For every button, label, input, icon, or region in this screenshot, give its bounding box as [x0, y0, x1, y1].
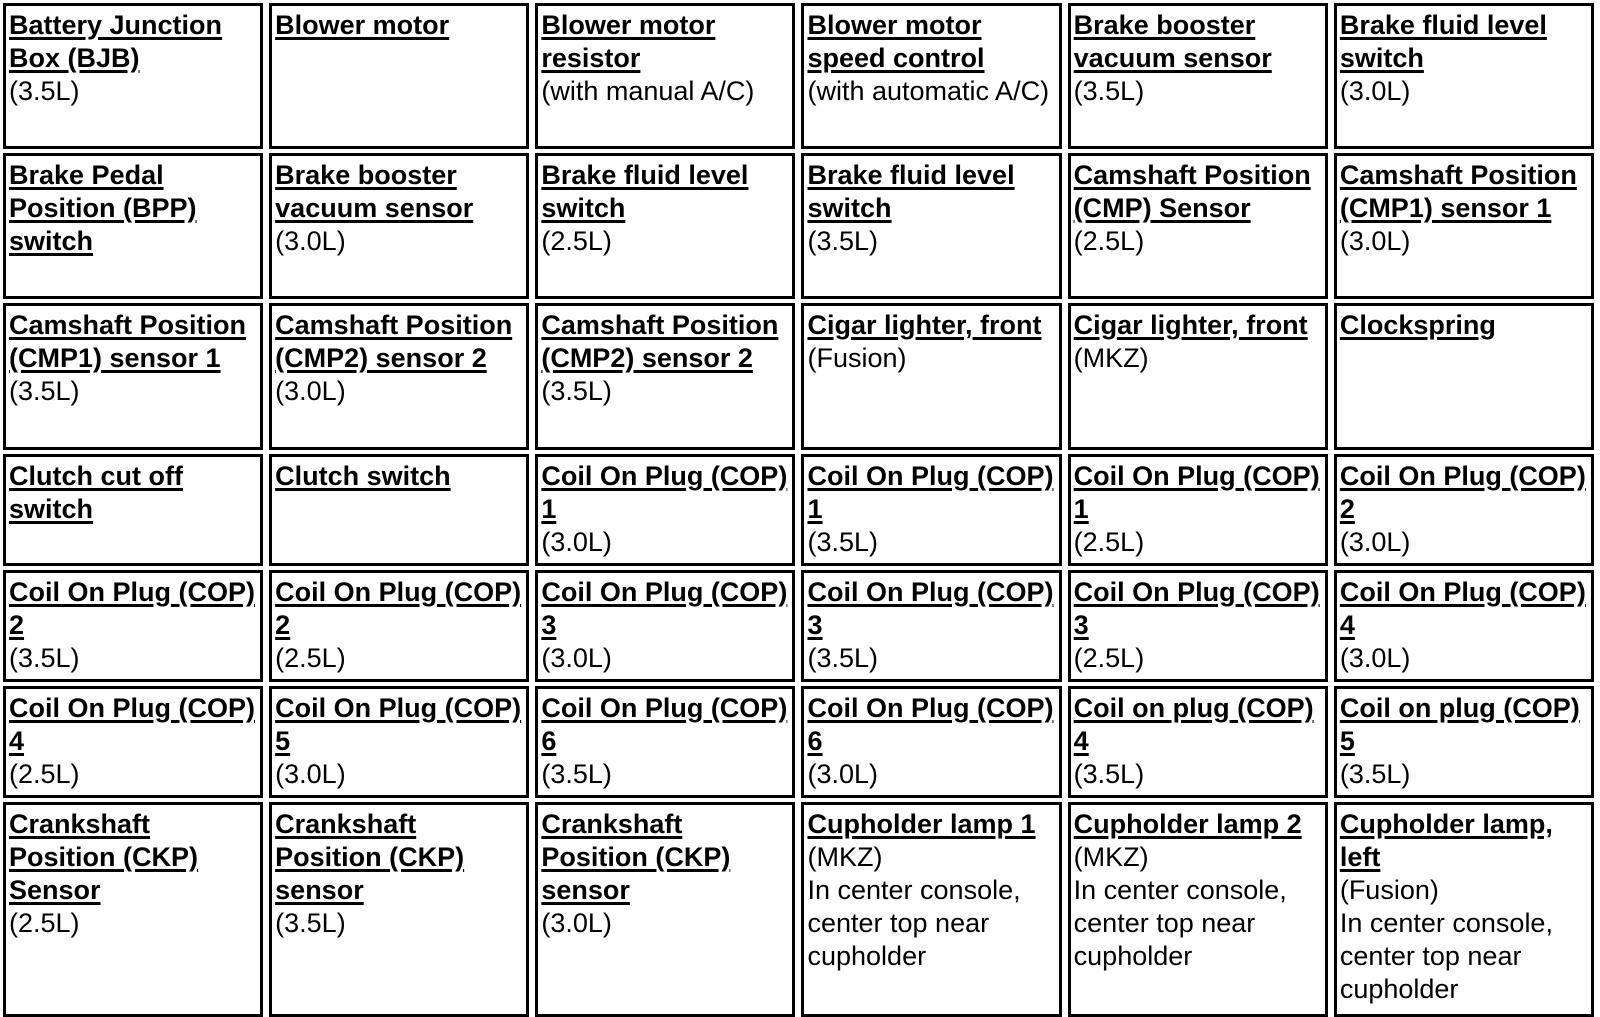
component-note: (3.0L) [541, 908, 612, 938]
table-cell [801, 802, 1061, 1017]
table-cell [1068, 153, 1328, 299]
component-link[interactable]: Camshaft Position (CMP1) sensor 1 [1339, 160, 1577, 223]
component-link[interactable]: Coil On Plug (COP) 4 [1339, 577, 1586, 640]
table-cell [801, 3, 1061, 149]
table-cell [1068, 802, 1328, 1017]
table-cell [1334, 570, 1594, 682]
component-link[interactable]: Brake booster vacuum sensor [1073, 10, 1272, 73]
table-cell [269, 153, 529, 299]
component-note: (2.5L) [541, 226, 612, 256]
component-link[interactable]: Cigar lighter, front [1073, 310, 1308, 340]
table-cell [1334, 303, 1594, 450]
table-cell [801, 454, 1061, 566]
component-link[interactable]: Cupholder lamp 1 [807, 809, 1036, 839]
component-link[interactable]: Brake Pedal Position (BPP) switch [9, 160, 197, 256]
component-link[interactable]: Camshaft Position (CMP1) sensor 1 [9, 310, 247, 373]
component-note: (3.5L) [1073, 76, 1145, 106]
component-note: (2.5L) [275, 643, 346, 673]
component-note: (3.0L) [1339, 643, 1411, 673]
table-cell [801, 303, 1061, 450]
component-link[interactable]: Camshaft Position (CMP2) sensor 2 [275, 310, 513, 373]
table-cell [1334, 153, 1594, 299]
component-link[interactable]: Crankshaft Position (CKP) sensor [275, 809, 465, 905]
component-link[interactable]: Coil on plug (COP) 5 [1339, 693, 1580, 756]
component-link[interactable]: Cigar lighter, front [807, 310, 1042, 340]
table-cell [269, 802, 529, 1017]
component-note: (3.0L) [275, 759, 346, 789]
component-link[interactable]: Coil On Plug (COP) 6 [541, 693, 788, 756]
component-note: (3.5L) [541, 376, 612, 406]
component-note: (3.0L) [807, 759, 879, 789]
table-cell [1334, 802, 1594, 1017]
component-link[interactable]: Clutch cut off switch [9, 461, 183, 524]
component-link[interactable]: Coil On Plug (COP) 3 [807, 577, 1054, 640]
table-cell [1334, 454, 1594, 566]
component-link[interactable]: Coil On Plug (COP) 3 [1073, 577, 1320, 640]
table-cell [1068, 570, 1328, 682]
component-link[interactable]: Crankshaft Position (CKP) Sensor [9, 809, 198, 905]
table-cell [269, 570, 529, 682]
table-cell [3, 303, 263, 450]
component-note: (3.0L) [1339, 527, 1411, 557]
component-link[interactable]: Brake fluid level switch [807, 160, 1015, 223]
component-link[interactable]: Camshaft Position (CMP2) sensor 2 [541, 310, 779, 373]
component-link[interactable]: Coil On Plug (COP) 2 [1339, 461, 1586, 524]
component-note: (3.5L) [275, 908, 346, 938]
component-link[interactable]: Brake fluid level switch [541, 160, 749, 223]
table-cell [535, 686, 795, 798]
component-link[interactable]: Clockspring [1339, 310, 1496, 340]
component-link[interactable]: Coil on plug (COP) 4 [1073, 693, 1314, 756]
component-link[interactable]: Brake booster vacuum sensor [275, 160, 474, 223]
component-link[interactable]: Blower motor resistor [541, 10, 716, 73]
component-note: (Fusion) [807, 343, 907, 373]
component-note: (3.5L) [541, 759, 612, 789]
table-cell [535, 153, 795, 299]
component-note: (3.5L) [807, 226, 879, 256]
table-cell [269, 686, 529, 798]
component-link[interactable]: Cupholder lamp 2 [1073, 809, 1302, 839]
table-cell [535, 3, 795, 149]
component-note: (MKZ) In center console, center top near cupholder [1073, 842, 1287, 971]
component-note: (3.0L) [541, 643, 612, 673]
component-link[interactable]: Coil On Plug (COP) 1 [1073, 461, 1320, 524]
component-link[interactable]: Coil On Plug (COP) 5 [275, 693, 522, 756]
component-note: (MKZ) [1073, 343, 1149, 373]
component-note: (Fusion) In center console, center top near cupholder [1339, 875, 1553, 1004]
table-cell [269, 303, 529, 450]
component-note: (3.5L) [9, 76, 80, 106]
table-cell [269, 454, 529, 566]
table-cell [1334, 3, 1594, 149]
component-note: (3.5L) [1073, 759, 1145, 789]
component-note: (MKZ) In center console, center top near cupholder [807, 842, 1021, 971]
component-note: (3.5L) [9, 376, 80, 406]
component-link[interactable]: Blower motor speed control [807, 10, 985, 73]
table-cell [1068, 686, 1328, 798]
component-link[interactable]: Coil On Plug (COP) 1 [541, 461, 788, 524]
table-cell [535, 454, 795, 566]
component-note: (3.0L) [1339, 226, 1411, 256]
component-note: (2.5L) [9, 908, 80, 938]
component-link[interactable]: Cupholder lamp, left [1339, 809, 1553, 872]
table-cell [1068, 3, 1328, 149]
component-note: (with automatic A/C) [807, 76, 1050, 106]
table-cell [3, 3, 263, 149]
table-cell [535, 570, 795, 682]
component-note: (3.5L) [807, 527, 879, 557]
table-cell [3, 686, 263, 798]
table-cell [535, 303, 795, 450]
component-link[interactable]: Battery Junction Box (BJB) [9, 10, 223, 73]
component-note: (2.5L) [1073, 226, 1145, 256]
table-cell [3, 570, 263, 682]
component-link[interactable]: Camshaft Position (CMP) Sensor [1073, 160, 1311, 223]
component-note: (3.0L) [1339, 76, 1411, 106]
component-note: (3.5L) [1339, 759, 1411, 789]
table-cell [3, 802, 263, 1017]
component-note: (3.5L) [807, 643, 879, 673]
component-note: (3.5L) [9, 643, 80, 673]
component-link[interactable]: Brake fluid level switch [1339, 10, 1547, 73]
table-cell [1334, 686, 1594, 798]
component-link[interactable]: Coil On Plug (COP) 2 [275, 577, 522, 640]
table-cell [3, 153, 263, 299]
component-link[interactable]: Coil On Plug (COP) 6 [807, 693, 1054, 756]
table-cell [801, 686, 1061, 798]
component-note: (2.5L) [9, 759, 80, 789]
table-cell [1068, 454, 1328, 566]
table-cell [269, 3, 529, 149]
table-cell [801, 153, 1061, 299]
component-note: (3.0L) [541, 527, 612, 557]
table-cell [3, 454, 263, 566]
component-link[interactable]: Coil On Plug (COP) 3 [541, 577, 788, 640]
component-link[interactable]: Clutch switch [275, 461, 451, 491]
component-note: (2.5L) [1073, 643, 1145, 673]
table-cell [801, 570, 1061, 682]
table-cell [535, 802, 795, 1017]
component-link[interactable]: Crankshaft Position (CKP) sensor [541, 809, 731, 905]
component-link[interactable]: Coil On Plug (COP) 4 [9, 693, 255, 756]
component-link[interactable]: Coil On Plug (COP) 2 [9, 577, 255, 640]
component-link[interactable]: Coil On Plug (COP) 1 [807, 461, 1054, 524]
component-note: (3.0L) [275, 376, 346, 406]
table-cell [1068, 303, 1328, 450]
component-note: (with manual A/C) [541, 76, 755, 106]
component-note: (2.5L) [1073, 527, 1145, 557]
component-note: (3.0L) [275, 226, 346, 256]
component-link[interactable]: Blower motor [275, 10, 450, 40]
